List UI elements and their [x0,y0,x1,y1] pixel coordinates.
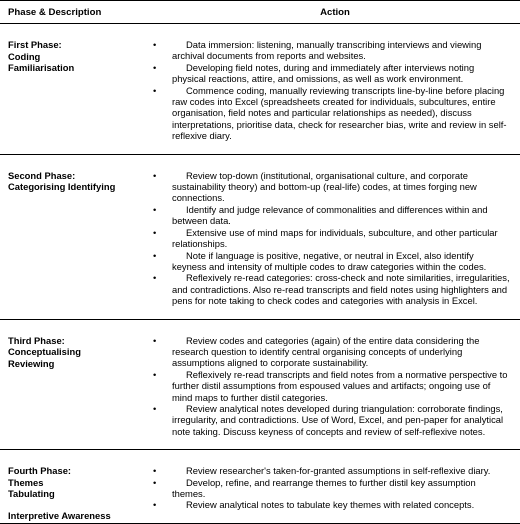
bullet-icon: • [153,476,157,488]
bullet-icon: • [153,39,157,50]
action-text: Identify and judge relevance of commonalities and differences within and between data. [172,203,488,227]
action-text: Commence coding, manually reviewing transcripts line-by-line before placing raw codes into Excel (spreadsheets created for individuals, subcultures, entire organisation, field notes and particular relationships as needed), discuss interpretations, prioritise data, check for researcher bias, write and review in self-reflexive diary. [172,84,507,142]
phase-subtitle: Reviewing [8,357,55,369]
action-text: Review top-down (institutional, organisational culture, and corporate sustainability theory) and bottom-up (real-life) codes, at times forging new connections. [172,169,477,204]
action-text: Reflexively re-read categories: cross-check and note similarities, irregularities, and contradictions. Also re-read transcripts and field notes using highlighters and pens for note taking to check codes and categories with analysis in Excel. [172,272,510,307]
phase-subtitle: Familiarisation [8,62,75,73]
action-text: Review analytical notes developed during triangulation: corroborate findings, irregularity, and contradictions. Use of Word, Excel, and pen-paper for analytical note taking. Discuss keyness of concepts and review of self-reflexive notes. [172,402,504,437]
action-text: Extensive use of mind maps for individuals, subculture, and other particular relationships. [172,226,498,250]
bullet-icon: • [153,169,157,181]
phase-title: Third Phase: [8,334,65,346]
header-phase-description: Phase & Description [0,1,150,24]
bullet-icon: • [153,61,157,73]
phase-cell [0,154,150,319]
header-action: Action [150,1,520,24]
action-text: Develop, refine, and rearrange themes to further distil key assumption themes. [172,476,476,499]
bullet-icon: • [153,84,157,96]
action-item [150,465,510,476]
bullet-icon: • [153,272,157,284]
action-item [150,477,510,500]
table-row [0,319,520,450]
bullet-icon: • [153,249,157,261]
action-item [150,250,510,273]
table-header-row [0,1,520,24]
bullet-icon: • [153,226,157,238]
phase-cell [0,319,150,450]
bullet-icon: • [153,203,157,215]
action-item [150,227,510,250]
action-cell [150,154,520,319]
bullet-icon: • [153,368,157,380]
action-cell [150,319,520,450]
action-item [150,403,510,437]
bullet-icon: • [153,402,157,414]
phase-subtitle: Coding [8,50,41,62]
action-text: Review codes and categories (again) of the entire data considering the research question to identify central organising concepts of underlying assumptions aligned to corporate sustainability. [172,334,480,369]
action-text: Review researcher's taken-for-granted assumptions in self-reflexive diary. [186,465,491,477]
phase-subtitle: Themes [8,476,44,488]
action-item [150,85,510,142]
action-item [150,204,510,227]
action-item [150,272,510,306]
phase-subtitle: Conceptualising [8,346,81,358]
action-item [150,335,510,369]
bullet-icon: • [153,334,157,346]
phase-cell [0,450,150,524]
phase-title: Fourth Phase: [8,465,72,477]
action-text: Review analytical notes to tabulate key themes with related concepts. [186,499,475,511]
phase-title: First Phase: [8,39,62,50]
action-item [150,369,510,403]
table-row [0,24,520,155]
action-item [150,39,510,62]
action-item [150,62,510,85]
bullet-icon: • [153,465,157,477]
phase-cell [0,24,150,155]
phase-subtitle: Tabulating [8,488,55,500]
action-item [150,499,510,510]
action-text: Reflexively re-read transcripts and field notes from a normative perspective to further distil assumptions from espoused values and artifacts; ongoing use of mind maps to further distil categories. [172,368,508,403]
phase-title: Second Phase: [8,169,76,181]
action-text: Data immersion: listening, manually transcribing interviews and viewing archival documents from reports and websites. [172,39,482,62]
phase-subtitle: Categorising Identifying [8,181,116,193]
table-row [0,450,520,524]
action-cell [150,450,520,524]
action-cell [150,24,520,155]
phase-subtitle: Interpretive Awareness [8,509,111,521]
action-text: Note if language is positive, negative, or neutral in Excel, also identify keyness and intensity of multiple codes to draw categories within the codes. [172,249,487,272]
table-row [0,154,520,319]
action-item [150,170,510,204]
bullet-icon: • [153,499,157,511]
action-text: Developing field notes, during and immediately after interviews noting physical reactions, attire, and omissions, as well as work environment. [172,61,475,85]
